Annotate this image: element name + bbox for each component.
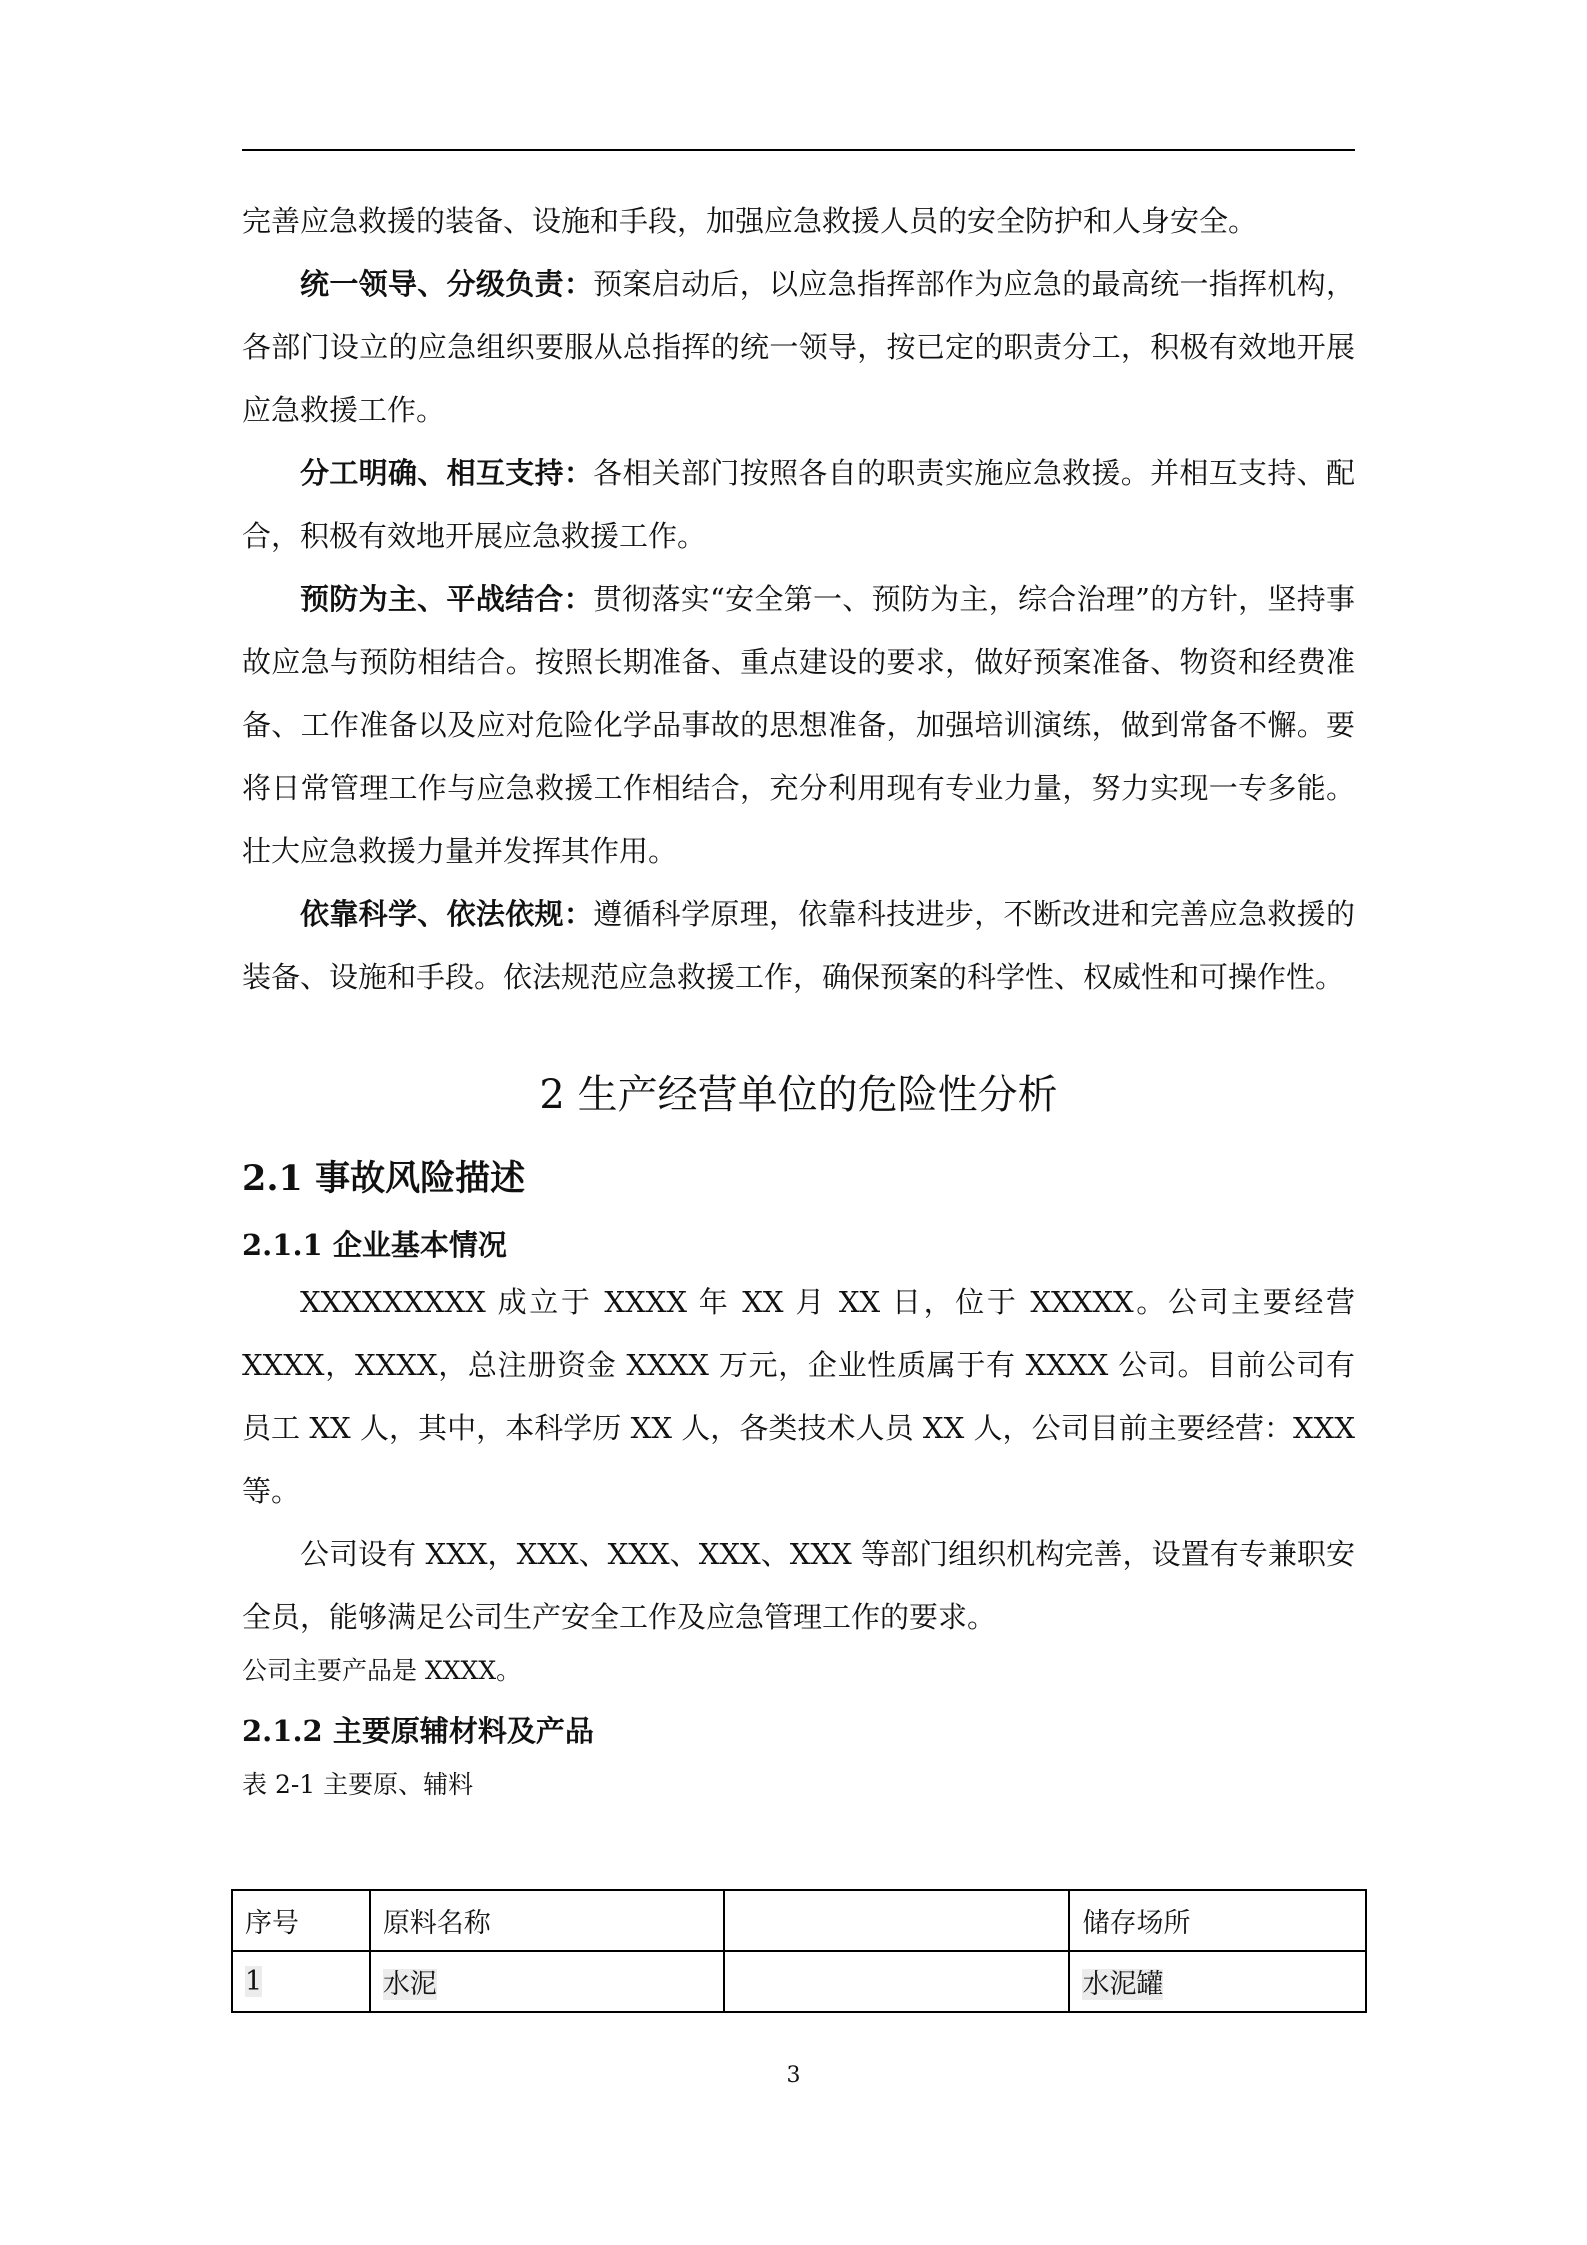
- paragraph-lead: 分工明确、相互支持：: [300, 456, 594, 490]
- table-header-cell: 储存场所: [1069, 1890, 1366, 1951]
- table-header-cell: 序号: [232, 1890, 370, 1951]
- paragraph: 公司设有 XXX，XXX、XXX、XXX、XXX 等部门组织机构完善，设置有专兼职安全员，能够满足公司生产安全工作及应急管理工作的要求。: [242, 1537, 1355, 1634]
- materials-table: [231, 1889, 1367, 2013]
- paragraph: 完善应急救援的装备、设施和手段，加强应急救援人员的安全防护和人身安全。: [242, 204, 1258, 238]
- paragraph: 依靠科学、依法依规：遵循科学原理，依靠科技进步，不断改进和完善应急救援的装备、设施和手段。依法规范应急救援工作，确保预案的科学性、权威性和可操作性。: [242, 897, 1355, 994]
- paragraph: 预防为主、平战结合：贯彻落实“安全第一、预防为主，综合治理”的方针，坚持事故应急与预防相结合。按照长期准备、重点建设的要求，做好预案准备、物资和经费准备、工作准备以及应对危险化学品事故的思想准备，加强培训演练，做到常备不懈。要将日常管理工作与应急救援工作相结合，充分利用现有专业力量，努力实现一专多能。壮大应急救援力量并发挥其作用。: [242, 582, 1355, 868]
- table-cell: 水泥: [370, 1951, 724, 2012]
- paragraph-lead: 统一领导、分级负责：: [300, 267, 594, 301]
- paragraph: 公司主要产品是 XXXX。: [242, 1656, 522, 1685]
- table-cell: 1: [232, 1951, 370, 2012]
- table-cell: [724, 1951, 1069, 2012]
- subsection-title: 2.1.2 主要原辅材料及产品: [242, 1714, 594, 1748]
- paragraph: XXXXXXXXX 成立于 XXXX 年 XX 月 XX 日，位于 XXXXX。公司主要经营 XXXX，XXXX，总注册资金 XXXX 万元，企业性质属于有 XXXX 公司。目前公司有员工 XX 人，其中，本科学历 XX 人，各类技术人员 XX 人，公司目前主要经营：XXX 等。: [242, 1285, 1355, 1508]
- section-title: 2.1 事故风险描述: [242, 1158, 526, 1199]
- chapter-title: 2 生产经营单位的危险性分析: [539, 1072, 1058, 1118]
- table-caption: 表 2-1 主要原、辅料: [242, 1770, 474, 1799]
- table-cell: 水泥罐: [1069, 1951, 1366, 2012]
- page-number: 3: [786, 2063, 801, 2088]
- paragraph-lead: 预防为主、平战结合：: [300, 582, 593, 616]
- paragraph: 分工明确、相互支持：各相关部门按照各自的职责实施应急救援。并相互支持、配合，积极有效地开展应急救援工作。: [242, 456, 1355, 553]
- table-header-cell: [724, 1890, 1069, 1951]
- page-body: [242, 190, 1355, 1815]
- table-row: [232, 1951, 1366, 2012]
- subsection-title: 2.1.1 企业基本情况: [242, 1228, 507, 1262]
- paragraph-lead: 依靠科学、依法依规：: [300, 897, 594, 931]
- table-header-row: [232, 1890, 1366, 1951]
- table-header-cell: 原料名称: [370, 1890, 724, 1951]
- header-rule: [242, 149, 1355, 151]
- paragraph: 统一领导、分级负责：预案启动后，以应急指挥部作为应急的最高统一指挥机构，各部门设立的应急组织要服从总指挥的统一领导，按已定的职责分工，积极有效地开展应急救援工作。: [242, 267, 1355, 427]
